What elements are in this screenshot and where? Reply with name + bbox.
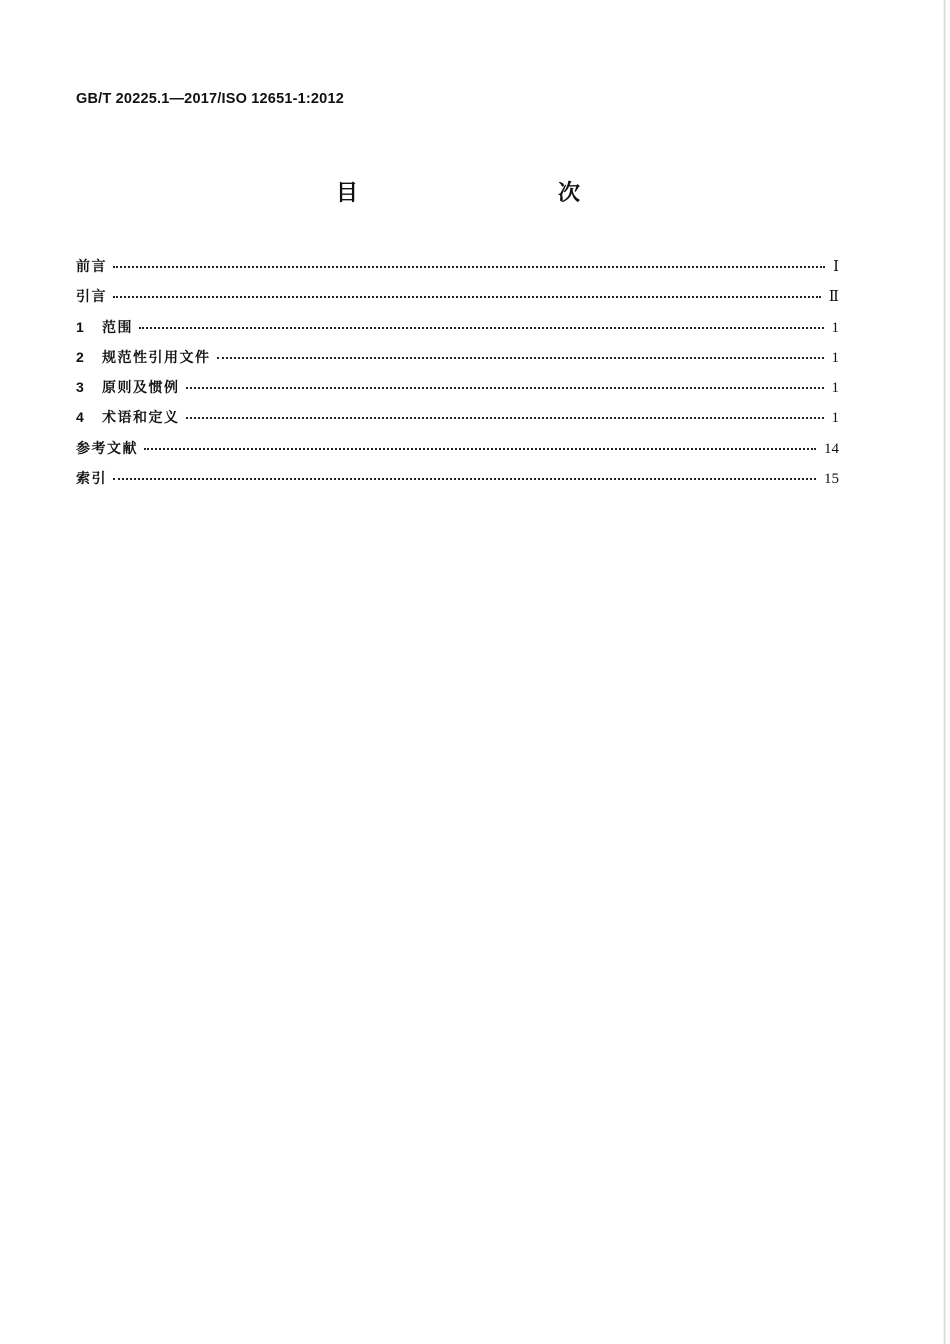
toc-leader-dots (186, 417, 824, 419)
toc-entry-index[interactable] (76, 468, 839, 498)
toc-entry-number: 2 (76, 348, 84, 365)
toc-entry-label: 前言 (76, 259, 107, 275)
standard-code-header: GB/T 20225.1—2017/ISO 12651-1:2012 (76, 91, 344, 107)
table-of-contents (76, 256, 839, 498)
toc-entry-page: 14 (824, 440, 839, 457)
toc-entry-page: 1 (831, 349, 839, 366)
toc-entry-label: 规范性引用文件 (102, 349, 211, 366)
toc-entry-normative-references[interactable] (76, 347, 839, 377)
toc-entry-principles[interactable] (76, 377, 839, 407)
toc-entry-terms-definitions[interactable] (76, 407, 839, 437)
toc-entry-label: 引言 (76, 289, 107, 306)
toc-entry-page: 15 (824, 471, 839, 488)
toc-entry-number: 1 (76, 318, 84, 335)
toc-entry-label: 原则及惯例 (102, 380, 180, 397)
toc-entry-page: 1 (831, 319, 839, 336)
toc-entry-page: Ⅱ (828, 289, 839, 306)
toc-leader-dots (144, 448, 816, 450)
toc-entry-label: 术语和定义 (102, 410, 180, 427)
toc-entry-bibliography[interactable] (76, 438, 839, 468)
toc-leader-dots (217, 357, 824, 359)
toc-leader-dots (139, 327, 824, 329)
toc-entry-number: 4 (76, 409, 84, 426)
toc-entry-label: 索引 (76, 471, 107, 488)
toc-entry-introduction[interactable] (76, 286, 839, 316)
page-edge-shadow (943, 0, 946, 1344)
toc-entry-page: Ⅰ (833, 259, 839, 275)
toc-leader-dots (113, 296, 821, 298)
toc-entry-foreword[interactable] (76, 256, 839, 286)
toc-entry-scope[interactable] (76, 317, 839, 347)
toc-entry-label: 范围 (102, 319, 133, 336)
toc-entry-number: 3 (76, 379, 84, 396)
toc-title: 目 次 (335, 181, 632, 206)
toc-leader-dots (113, 478, 816, 480)
toc-leader-dots (186, 387, 824, 389)
toc-entry-label: 参考文献 (76, 440, 138, 457)
toc-leader-dots (113, 266, 825, 268)
toc-entry-page: 1 (831, 410, 839, 427)
toc-entry-page: 1 (831, 380, 839, 397)
